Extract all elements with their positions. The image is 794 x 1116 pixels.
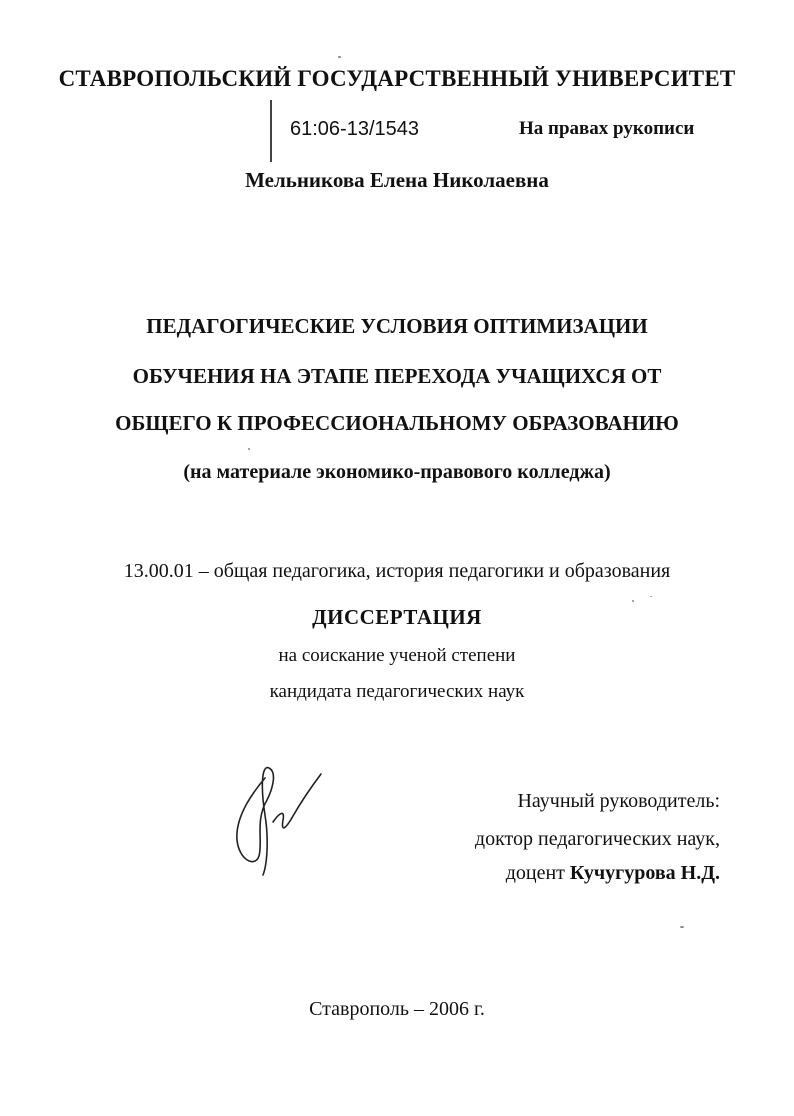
- supervisor-title: доцент: [505, 862, 565, 884]
- supervisor-name: Кучугурова Н.Д.: [569, 862, 720, 884]
- scan-speck: [680, 926, 684, 928]
- university-name: СТАВРОПОЛЬСКИЙ ГОСУДАРСТВЕННЫЙ УНИВЕРСИТЕТ: [58, 66, 736, 91]
- title-line-2: ОБУЧЕНИЯ НА ЭТАПЕ ПЕРЕХОДА УЧАЩИХСЯ ОТ: [132, 364, 662, 388]
- author-name: Мельникова Елена Николаевна: [245, 168, 549, 192]
- specialty-code: 13.00.01 – общая педагогика, история педагогики и образования: [123, 560, 671, 582]
- scan-speck: [632, 600, 634, 602]
- degree-line-1: на соискание ученой степени: [278, 645, 516, 666]
- title-line-1: ПЕДАГОГИЧЕСКИЕ УСЛОВИЯ ОПТИМИЗАЦИИ: [146, 314, 648, 338]
- scan-speck: [650, 596, 652, 597]
- catalog-code: 61:06-13/1543: [290, 118, 420, 140]
- title-line-3: ОБЩЕГО К ПРОФЕССИОНАЛЬНОМУ ОБРАЗОВАНИЮ: [115, 411, 679, 435]
- margin-rule: [270, 100, 272, 162]
- rights-note: На правах рукописи: [519, 118, 695, 139]
- title-subtitle: (на материале экономико-правового колледжа): [183, 461, 611, 483]
- scan-speck: [248, 448, 250, 450]
- supervisor-degree: доктор педагогических наук,: [474, 828, 720, 850]
- supervisor-line: [506, 862, 720, 885]
- dissertation-label: ДИССЕРТАЦИЯ: [312, 605, 482, 629]
- degree-line-2: кандидата педагогических наук: [269, 681, 525, 702]
- scan-speck: [338, 56, 341, 58]
- supervisor-role: Научный руководитель:: [517, 790, 720, 812]
- handwritten-signature: [225, 760, 335, 880]
- city-year: Ставрополь – 2006 г.: [309, 998, 485, 1020]
